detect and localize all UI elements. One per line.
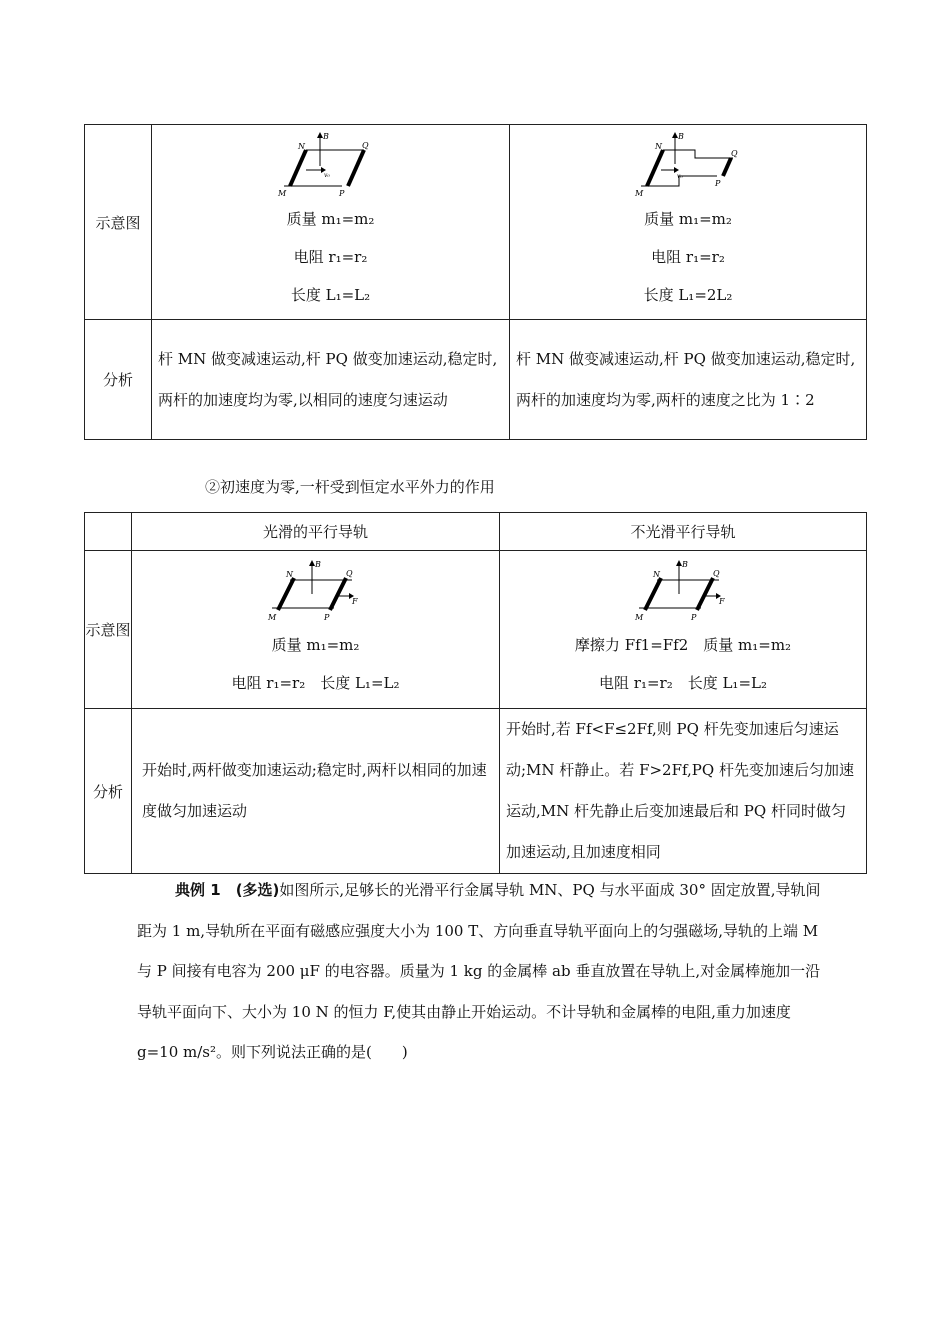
header-rough: 不光滑平行导轨 bbox=[500, 513, 867, 551]
svg-text:B: B bbox=[682, 559, 688, 569]
svg-text:P: P bbox=[338, 189, 344, 198]
svg-text:Q: Q bbox=[713, 568, 720, 578]
analysis-right: 杆 MN 做变减速运动,杆 PQ 做变加速运动,稳定时,两杆的加速度均为零,两杆的速度之比为 1∶2 bbox=[510, 320, 867, 440]
example-tag: (多选) bbox=[235, 881, 280, 899]
row-label-diagram: 示意图 bbox=[85, 125, 152, 320]
svg-text:N: N bbox=[285, 569, 293, 579]
length-text: 长度 L₁=2L₂ bbox=[643, 286, 733, 304]
rails-diagram-force bbox=[266, 558, 366, 626]
analysis-right: 开始时,若 Ff<F≤2Ff,则 PQ 杆先变加速后匀速运动;MN 杆静止。若 F>2Ff,PQ 杆先变加速后匀加速运动,MN 杆先静止后变加速最后和 PQ 杆同时做匀加速运动,且加速度相同 bbox=[500, 709, 867, 874]
resistance-text: 电阻 r₁=r₂ bbox=[293, 248, 368, 266]
svg-text:B: B bbox=[322, 132, 329, 141]
row-label-analysis: 分析 bbox=[85, 709, 132, 874]
svg-text:Q: Q bbox=[361, 141, 369, 150]
resistance-text: 电阻 r₁=r₂ bbox=[651, 248, 725, 266]
svg-text:P: P bbox=[691, 612, 697, 622]
svg-text:F: F bbox=[351, 596, 358, 606]
svg-text:F: F bbox=[719, 596, 725, 606]
svg-text:v₀: v₀ bbox=[677, 173, 683, 180]
mass-text: 质量 m₁=m₂ bbox=[644, 210, 732, 228]
svg-text:M: M bbox=[267, 612, 276, 622]
svg-text:v₀: v₀ bbox=[323, 172, 330, 179]
svg-text:N: N bbox=[655, 142, 662, 151]
analysis-left: 杆 MN 做变减速运动,杆 PQ 做变加速运动,稳定时,两杆的加速度均为零,以相同的速度匀速运动 bbox=[152, 320, 510, 440]
table-2 bbox=[84, 512, 867, 874]
table-1 bbox=[84, 124, 867, 440]
svg-text:N: N bbox=[653, 569, 660, 579]
example-problem bbox=[137, 870, 827, 1073]
section-caption: ②初速度为零,一杆受到恒定水平外力的作用 bbox=[205, 478, 495, 496]
rails-diagram-force-friction bbox=[633, 558, 733, 626]
analysis-left: 开始时,两杆做变加速运动;稳定时,两杆以相同的加速度做匀加速运动 bbox=[132, 709, 500, 874]
cell-diagram-right bbox=[500, 551, 867, 709]
svg-text:M: M bbox=[635, 189, 644, 198]
cell-diagram-left bbox=[152, 125, 510, 320]
rails-diagram-unequal bbox=[633, 130, 743, 200]
svg-text:N: N bbox=[297, 142, 305, 151]
rails-diagram-equal bbox=[276, 130, 386, 200]
svg-text:B: B bbox=[678, 132, 684, 141]
svg-text:P: P bbox=[323, 612, 329, 622]
svg-text:P: P bbox=[715, 179, 721, 188]
resistance-length-text: 电阻 r₁=r₂ 长度 L₁=L₂ bbox=[599, 673, 767, 692]
svg-text:B: B bbox=[314, 559, 321, 569]
header-empty bbox=[85, 513, 132, 551]
header-smooth: 光滑的平行导轨 bbox=[132, 513, 500, 551]
row-label-diagram: 示意图 bbox=[85, 551, 132, 709]
resistance-length-text: 电阻 r₁=r₂ 长度 L₁=L₂ bbox=[231, 673, 400, 692]
row-label-analysis: 分析 bbox=[85, 320, 152, 440]
mass-text: 质量 m₁=m₂ bbox=[286, 210, 375, 228]
cell-diagram-right bbox=[510, 125, 867, 320]
friction-mass-text: 摩擦力 Ff1=Ff2 质量 m₁=m₂ bbox=[574, 635, 792, 654]
example-text: 如图所示,足够长的光滑平行金属导轨 MN、PQ 与水平面成 30° 固定放置,导轨间距为 1 m,导轨所在平面有磁感应强度大小为 100 T、方向垂直导轨平面向上的匀强磁场,导轨的上端 M 与 P 间接有电容为 200 μF 的电容器。质量为 1 kg 的金属棒 ab 垂直放置在导轨上,对金属棒施加一沿导轨平面向下、大小为 10 N 的恒力 F,使其由静止开始运动。不计导轨和金属棒的电阻,重力加速度 g=10 m/s²。则下列说法正确的是( ) bbox=[137, 881, 821, 1061]
svg-text:M: M bbox=[277, 189, 286, 198]
example-label: 典例 1 bbox=[175, 881, 221, 899]
cell-diagram-left bbox=[132, 551, 500, 709]
svg-text:Q: Q bbox=[731, 149, 738, 158]
mass-text: 质量 m₁=m₂ bbox=[271, 635, 360, 654]
length-text: 长度 L₁=L₂ bbox=[290, 286, 371, 304]
svg-text:Q: Q bbox=[345, 568, 353, 578]
svg-text:M: M bbox=[635, 612, 644, 622]
